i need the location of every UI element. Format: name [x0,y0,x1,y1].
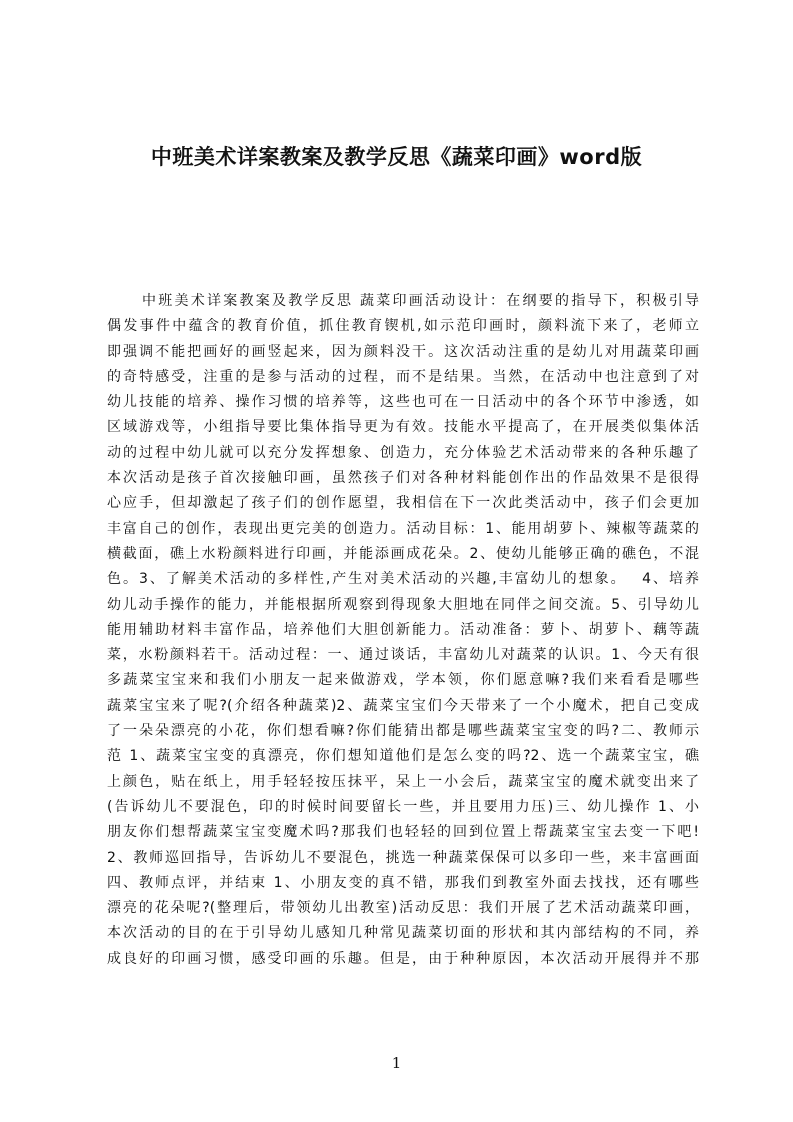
body-line: 丰富自己的创作，表现出更完美的创造力。活动目标：1、能用胡萝卜、辣椒等蔬菜的 [107,520,699,537]
body-line: 四、教师点评，并结束 1、小朋友变的真不错，那我们到教室外面去找找，还有哪些 [107,874,699,891]
body-line: 多蔬菜宝宝来和我们小朋友一起来做游戏，学本领，你们愿意嘛?我们来看看是哪些 [107,672,699,689]
body-line: 成良好的印画习惯，感受印画的乐趣。但是，由于种种原因，本次活动开展得并不那 [107,950,699,967]
body-line: 区域游戏等，小组指导要比集体指导更为有效。技能水平提高了，在开展类似集体活 [107,419,699,436]
body-line: 2、教师巡回指导，告诉幼儿不要混色，挑选一种蔬菜保保可以多印一些，来丰富画面 [107,849,699,866]
body-line: 心应手，但却激起了孩子们的创作愿望，我相信在下一次此类活动中，孩子们会更加 [107,495,699,512]
body-line: (告诉幼儿不要混色，印的时候时间要留长一些，并且要用力压)三、幼儿操作 1、小 [107,798,699,815]
body-line: 偶发事件中蕴含的教育价值，抓住教育锲机,如示范印画时，颜料流下来了，老师立 [107,318,699,335]
body-line: 范 1、蔬菜宝宝变的真漂亮，你们想知道他们是怎么变的吗?2、选一个蔬菜宝宝，礁 [107,748,699,765]
document-body [107,289,699,972]
body-line: 能用辅助材料丰富作品，培养他们大胆创新能力。活动准备：萝卜、胡萝卜、藕等蔬 [107,621,699,638]
body-line: 上颜色，贴在纸上，用手轻轻按压抹平，呆上一小会后，蔬菜宝宝的魔术就变出来了 [107,773,699,790]
body-line: 横截面，礁上水粉颜料进行印画，并能添画成花朵。2、使幼儿能够正确的礁色，不混 [107,545,699,562]
body-line: 菜，水粉颜料若干。活动过程：一、通过谈话，丰富幼儿对蔬菜的认识。1、今天有很 [107,647,699,664]
body-line: 本次活动的目的在于引导幼儿感知几种常见蔬菜切面的形状和其内部结构的不同，养 [107,925,699,942]
body-line: 幼儿技能的培养、操作习惯的培养等，这些也可在一日活动中的各个环节中渗透，如 [107,394,699,411]
body-line: 了一朵朵漂亮的小花，你们想看嘛?你们能猜出都是哪些蔬菜宝宝变的吗?二、教师示 [107,723,699,740]
body-line: 的奇特感受，注重的是参与活动的过程，而不是结果。当然，在活动中也注意到了对 [107,368,699,385]
body-line: 动的过程中幼儿就可以充分发挥想象、创造力，充分体验艺术活动带来的各种乐趣了 [107,444,699,461]
document-title: 中班美术详案教案及教学反思《蔬菜印画》word版 [150,145,643,169]
page-number: 1 [391,1054,402,1072]
body-line: 漂亮的花朵呢?(整理后，带领幼儿出教室)活动反思：我们开展了艺术活动蔬菜印画， [107,900,699,917]
body-line: 即强调不能把画好的画竖起来，因为颜料没干。这次活动注重的是幼儿对用蔬菜印画 [107,343,699,360]
body-line: 色。3、了解美术活动的多样性,产生对美术活动的兴趣,丰富幼儿的想象。 4、培养 [107,571,699,588]
body-line: 幼儿动手操作的能力，并能根据所观察到得现象大胆地在同伴之间交流。5、引导幼儿 [107,596,699,613]
body-line: 蔬菜宝宝来了呢?(介绍各种蔬菜)2、蔬菜宝宝们今天带来了一个小魔术，把自己变成 [107,697,699,714]
body-line: 中班美术详案教案及教学反思 蔬菜印画活动设计：在纲要的指导下，积极引导 [142,293,699,309]
body-line: 朋友你们想帮蔬菜宝宝变魔术吗?那我们也轻轻的回到位置上帮蔬菜宝宝去变一下吧! [107,824,699,841]
body-line: 本次活动是孩子首次接触印画，虽然孩子们对各种材料能创作出的作品效果不是很得 [107,470,699,487]
